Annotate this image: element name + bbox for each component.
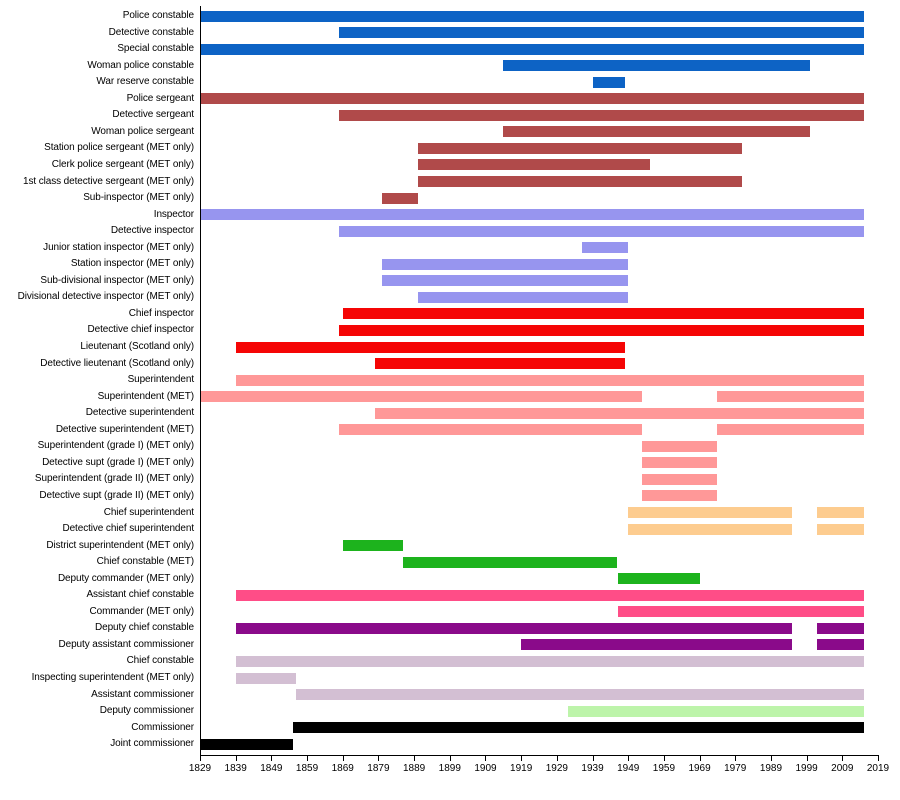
rank-bar-segment [375,358,625,369]
rank-bar-segment [200,209,864,220]
rank-bar-segment [339,110,864,121]
rank-bar-segment [382,259,628,270]
row-label: Superintendent (MET) [97,390,194,402]
rank-bar-segment [618,573,700,584]
rank-bar-segment [817,639,863,650]
rank-bar-segment [200,44,864,55]
row-label: Inspecting superintendent (MET only) [31,672,194,683]
row-label: 1st class detective sergeant (MET only) [23,175,194,187]
row-label: Inspector [153,208,194,220]
x-axis-tick-label: 1999 [795,763,818,774]
row-label: Chief constable (MET) [96,556,194,568]
rank-bar-segment [642,441,717,452]
row-label: Detective inspector [110,225,194,237]
row-label: Detective supt (grade I) (MET only) [42,456,194,468]
row-label: Detective chief superintendent [62,523,194,535]
rank-bar-segment [628,507,792,518]
row-label: Junior station inspector (MET only) [43,241,194,253]
x-axis-tick-label: 1929 [545,763,568,774]
row-label: Detective lieutenant (Scotland only) [40,357,194,369]
row-label: Detective sergeant [112,109,194,121]
row-label: Joint commissioner [110,738,194,750]
rank-bar-segment [817,623,863,634]
rank-bar-segment [628,524,792,535]
x-axis-tick [628,755,629,761]
rank-bar-segment [343,308,864,319]
rank-bar-segment [382,193,418,204]
x-axis-tick [593,755,594,761]
rank-bar-segment [582,242,628,253]
rank-bar-segment [236,590,864,601]
x-axis-tick-label: 1869 [331,763,354,774]
rank-bar-segment [418,159,650,170]
rank-bar-segment [642,490,717,501]
row-label: Chief superintendent [103,506,194,518]
row-label: Detective superintendent (MET) [55,423,194,435]
row-label: Woman police sergeant [91,125,194,137]
rank-bar-segment [236,342,625,353]
row-label: Detective superintendent [85,407,194,419]
row-label: Lieutenant (Scotland only) [80,341,194,352]
row-label: Deputy commissioner [99,705,194,717]
row-label: Station police sergeant (MET only) [44,142,194,154]
rank-bar-segment [293,722,864,733]
x-axis-tick [343,755,344,761]
rank-bar-segment [236,623,793,634]
row-label: Sub-inspector (MET only) [83,192,194,204]
x-axis-tick-label: 1909 [474,763,497,774]
row-label: Assistant commissioner [91,688,194,700]
row-label: Detective chief inspector [87,324,194,336]
row-label: Commissioner [131,721,194,733]
rank-bar-segment [236,375,864,386]
row-label: Deputy assistant commissioner [58,638,194,650]
rank-bar-segment [418,143,743,154]
x-axis-tick [521,755,522,761]
rank-bar-segment [717,391,863,402]
x-axis-tick [414,755,415,761]
rank-bar-segment [403,557,617,568]
row-label: War reserve constable [96,76,194,88]
x-axis-tick-label: 1949 [617,763,640,774]
row-label: Chief inspector [128,307,194,319]
rank-bar-segment [343,540,404,551]
x-axis-tick [450,755,451,761]
row-label: Deputy chief constable [95,622,194,634]
rank-bar-segment [236,673,297,684]
x-axis-tick-label: 1899 [438,763,461,774]
row-label: Superintendent [127,374,194,386]
rank-bar-segment [375,408,864,419]
row-label: Assistant chief constable [86,589,194,601]
rank-bar-segment [339,424,642,435]
x-axis-tick-label: 1839 [224,763,247,774]
rank-bar-segment [236,656,864,667]
x-axis-tick-label: 1939 [581,763,604,774]
row-label: Commander (MET only) [89,605,194,617]
row-label: Police constable [122,10,194,21]
row-label: Deputy commander (MET only) [57,572,194,584]
rank-bar-segment [200,11,864,22]
x-axis-tick-label: 1849 [260,763,283,774]
rank-bar-segment [339,27,864,38]
rank-bar-segment [418,292,629,303]
rank-bar-segment [568,706,864,717]
x-axis-tick-label: 1859 [295,763,319,774]
x-axis-tick [842,755,843,761]
x-axis-tick [307,755,308,761]
rank-bar-segment [200,391,642,402]
row-label: Woman police constable [87,59,194,71]
rank-bar-segment [817,524,863,535]
row-label: Police sergeant [126,92,194,104]
rank-bar-segment [503,126,810,137]
x-axis-tick [485,755,486,761]
y-axis-line [200,6,201,756]
x-axis-tick-label: 2009 [831,763,854,774]
rank-bar-segment [618,606,864,617]
x-axis-tick-label: 1969 [688,763,711,774]
x-axis-tick [557,755,558,761]
x-axis-tick-label: 1889 [402,763,426,774]
x-axis-tick-label: 1919 [510,763,533,774]
rank-bar-segment [503,60,810,71]
x-axis-tick [378,755,379,761]
rank-bar-segment [817,507,863,518]
row-label: District superintendent (MET only) [46,539,194,551]
row-label: Detective supt (grade II) (MET only) [39,489,194,501]
row-label: Superintendent (grade II) (MET only) [34,473,194,485]
rank-bar-segment [339,226,864,237]
row-label: Superintendent (grade I) (MET only) [37,440,194,452]
rank-bar-segment [296,689,863,700]
x-axis-tick-label: 1879 [367,763,390,774]
x-axis-tick [878,755,879,761]
rank-bar-segment [200,739,293,750]
x-axis-tick [664,755,665,761]
x-axis-tick [771,755,772,761]
rank-bar-segment [418,176,743,187]
x-axis-tick-label: 1829 [188,763,212,774]
x-axis-tick [700,755,701,761]
x-axis-tick [200,755,201,761]
row-label: Clerk police sergeant (MET only) [51,158,194,170]
row-label: Station inspector (MET only) [70,258,194,270]
x-axis-line [200,755,879,756]
rank-bar-segment [642,457,717,468]
x-axis-tick [236,755,237,761]
row-label: Sub-divisional inspector (MET only) [40,274,194,286]
x-axis-tick [271,755,272,761]
rank-bar-segment [642,474,717,485]
x-axis-tick-label: 1959 [652,763,676,774]
x-axis-tick [807,755,808,761]
row-label: Detective constable [108,26,194,38]
rank-bar-segment [339,325,864,336]
x-axis-tick-label: 2019 [866,763,890,774]
x-axis-tick-label: 1989 [759,763,783,774]
rank-bar-segment [593,77,625,88]
x-axis-tick-label: 1979 [724,763,747,774]
row-label: Chief constable [126,655,194,667]
rank-bar-segment [382,275,628,286]
rank-bar-segment [717,424,863,435]
x-axis-tick [735,755,736,761]
rank-bar-segment [521,639,792,650]
row-label: Special constable [117,43,194,55]
rank-bar-segment [200,93,864,104]
row-label: Divisional detective inspector (MET only) [17,291,194,303]
